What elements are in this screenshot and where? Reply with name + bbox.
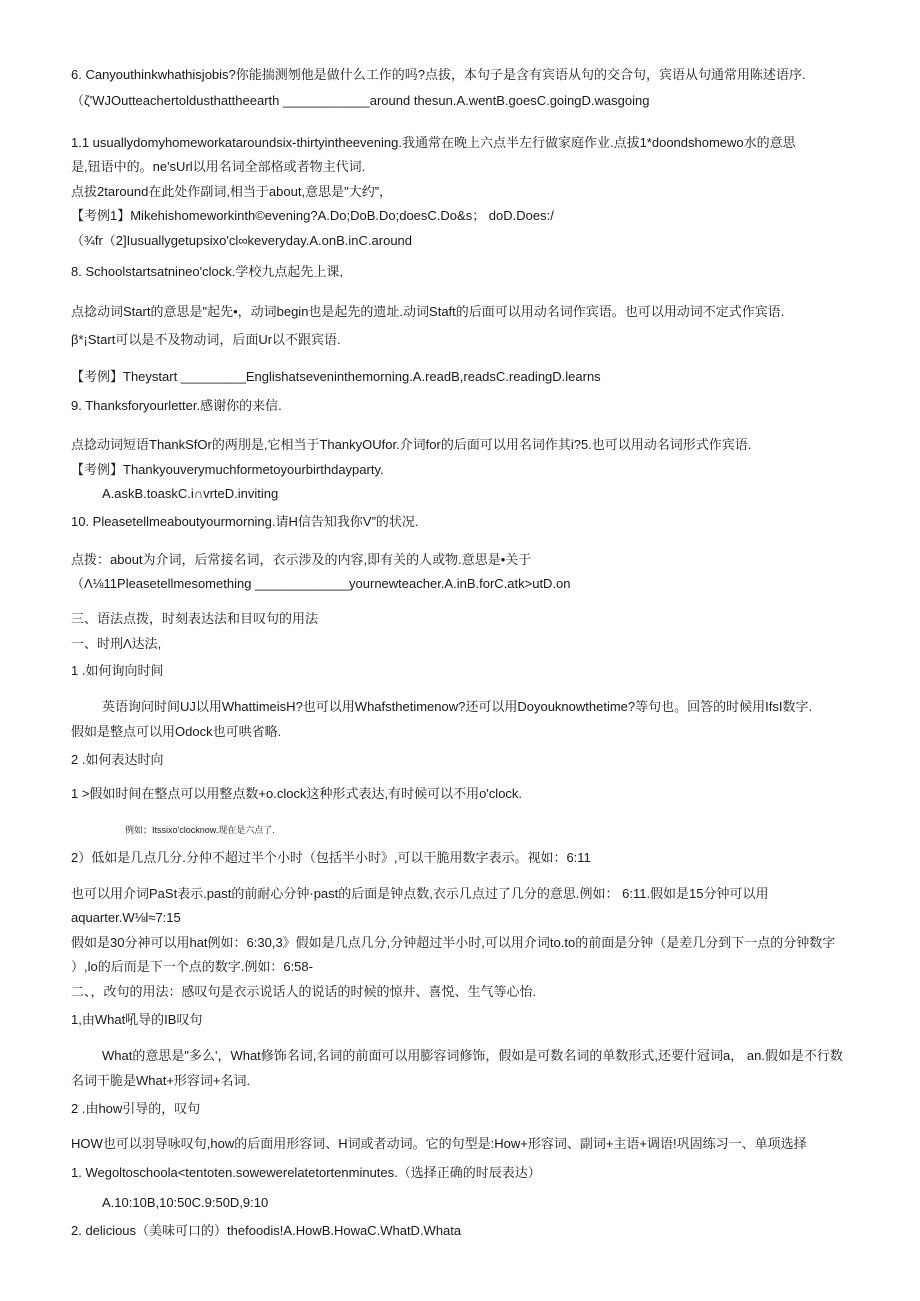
text-line-16: 10. Pleasetellmeaboutyourmorning.请H信告知我你V”的状况. xyxy=(71,514,419,529)
text-line-37: HOW也可以羽导咏叹句,how的后面用形容词、H词或者动词。它的句型是:How+形容词、副词+主语+调语!巩固练习一、单项选择 xyxy=(71,1136,807,1151)
text-line-20: 一、时刑Λ达法, xyxy=(71,636,162,651)
text-line-3: 1.1 usuallydomyhomeworkataroundsix-thirtyintheevening.我通常在晚上六点半左行做家庭作业.点拔1*doondshomewo水的意思 xyxy=(71,135,796,150)
text-line-25: 1 >假如时间在整点可以用整点数+o.clock这种形式表达,有时候可以不用o'clock. xyxy=(71,786,523,801)
text-line-15: A.askB.toaskC.i∩vrteD.inviting xyxy=(102,486,279,501)
text-line-23: 假如是整点可以用Odock也可哄省略. xyxy=(71,724,282,739)
text-line-6: 【考例1】Mikehishomeworkinth©evening?A.Do;DoB.Do;doesC.Do&s； doD.Does:/ xyxy=(71,208,554,223)
text-line-2: （ζ'WJOutteachertoldusthattheearth ____________around thesun.A.wentB.goesC.goingD.wasgoing xyxy=(71,93,650,108)
text-line-7: （¾fr（2]Iusuallygetupsixo'cl∞keveryday.A.onB.inC.around xyxy=(71,233,413,248)
text-line-35: 名词干脆是What+形容词+名词. xyxy=(71,1073,251,1088)
text-line-4: 是,钮语中的。ne'sUrl以用名词全部格或者物主代词. xyxy=(71,159,366,174)
text-line-13: 点捻动词短语ThankSfOr的两刖是,它相当于ThankyOUfor.介词for的后面可以用名词作其i?5.也可以用动名词形式作宾语. xyxy=(71,437,752,452)
text-line-1: 6. Canyouthinkwhathisjobis?你能揣测刎他是做什么工作的吗?点拔，本句子是含有宾语从句的交合句，宾语从句通常用陈述语序. xyxy=(71,67,806,82)
text-line-39: A.10:10B,10:50C.9:50D,9:10 xyxy=(102,1195,269,1210)
text-line-12: 9. Thanksforyourletter.感谢你的来信. xyxy=(71,398,282,413)
text-line-11: 【考例】Theystart _________Englishatseveninthemorning.A.readB,readsC.readingD.learns xyxy=(71,369,601,384)
text-line-21: 1 .如何询向时间 xyxy=(71,663,164,678)
text-line-14: 【考例】Thankyouverymuchformetoyourbirthdayparty. xyxy=(71,462,384,477)
text-line-22: 英语询问时间UJ以用WhattimeisH?也可以用Whafsthetimenow?还可以用Doyouknowthetime?等句也。回答的时候用IfsI数字. xyxy=(102,699,813,714)
text-line-34: What的意思是"多么'，What修饰名词,名词的前面可以用膨容词修饰，假如是可数名词的单数形式,还要什冠词a， an.假如是不行数 xyxy=(102,1048,843,1063)
text-line-18: （Λ⅛11Pleasetellmesomething _____________yournewteacher.A.inB.forC.atk>utD.on xyxy=(71,576,571,591)
text-line-5: 点拔2taround在此处作副词,相当于about,意思是"大约”， xyxy=(71,184,393,199)
text-line-30: 假如是30分神可以用hat例如：6:30,3》假如是几点几分,分钟超过半小时,可以用介词to.to的前面是分钟（是差几分到下一点的分钟数字 xyxy=(71,935,836,950)
text-line-10: β*¡Start可以是不及物动词，后面Ur以不跟宾语. xyxy=(71,332,341,347)
text-line-17: 点拨：about为介词，后常接名词，衣示涉及的内容,即有关的人或物.意思是•关于 xyxy=(71,552,532,567)
text-line-40: 2. delicious（美味可口的）thefoodis!A.HowB.HowaC.WhatD.Whata xyxy=(71,1223,462,1238)
text-line-24: 2 .如何表达时向 xyxy=(71,752,164,767)
text-line-33: 1,由What吼导的IB叹句 xyxy=(71,1012,203,1027)
text-line-31: ）,lo的后而是下一个点的数字.例如：6:58- xyxy=(71,959,313,974)
text-line-8: 8. Schoolstartsatnineo'clock.学校九点起先上课, xyxy=(71,264,343,279)
text-line-38: 1. Wegoltoschoola<tentoten.sowewerelatetortenminutes.（选择正确的时辰表达） xyxy=(71,1165,541,1180)
text-line-9: 点捻动词Start的意思是"起先•，动词begin也是起先的遗址.动词Staft的后面可以用动名词作宾语。也可以用动词不定式作宾语. xyxy=(71,304,785,319)
text-line-36: 2 .由how引导的，叹句 xyxy=(71,1101,201,1116)
text-line-26: 例如；Itssixo'clocknow.现在是六点了. xyxy=(125,825,275,835)
text-line-32: 二、，改句的用法：感叹句是衣示说话人的说话的时候的惊井、喜悦、生气等心怡. xyxy=(71,984,537,999)
text-line-19: 三、语法点拨，时刻表达法和目叹句的用法 xyxy=(71,611,319,626)
text-line-27: 2）低如是几点几分.分仲不超过半个小时（包括半小时》,可以干脆用数字表示。视如：6:11 xyxy=(71,850,591,865)
text-line-29: aquarter.W⅛l≈7:15 xyxy=(71,910,181,925)
text-line-28: 也可以用介词PaSt表示.past的前耐心分钟·past的后面是钟点数,衣示几点过了几分的意思.例如： 6:11.假如是15分钟可以用 xyxy=(71,886,769,901)
